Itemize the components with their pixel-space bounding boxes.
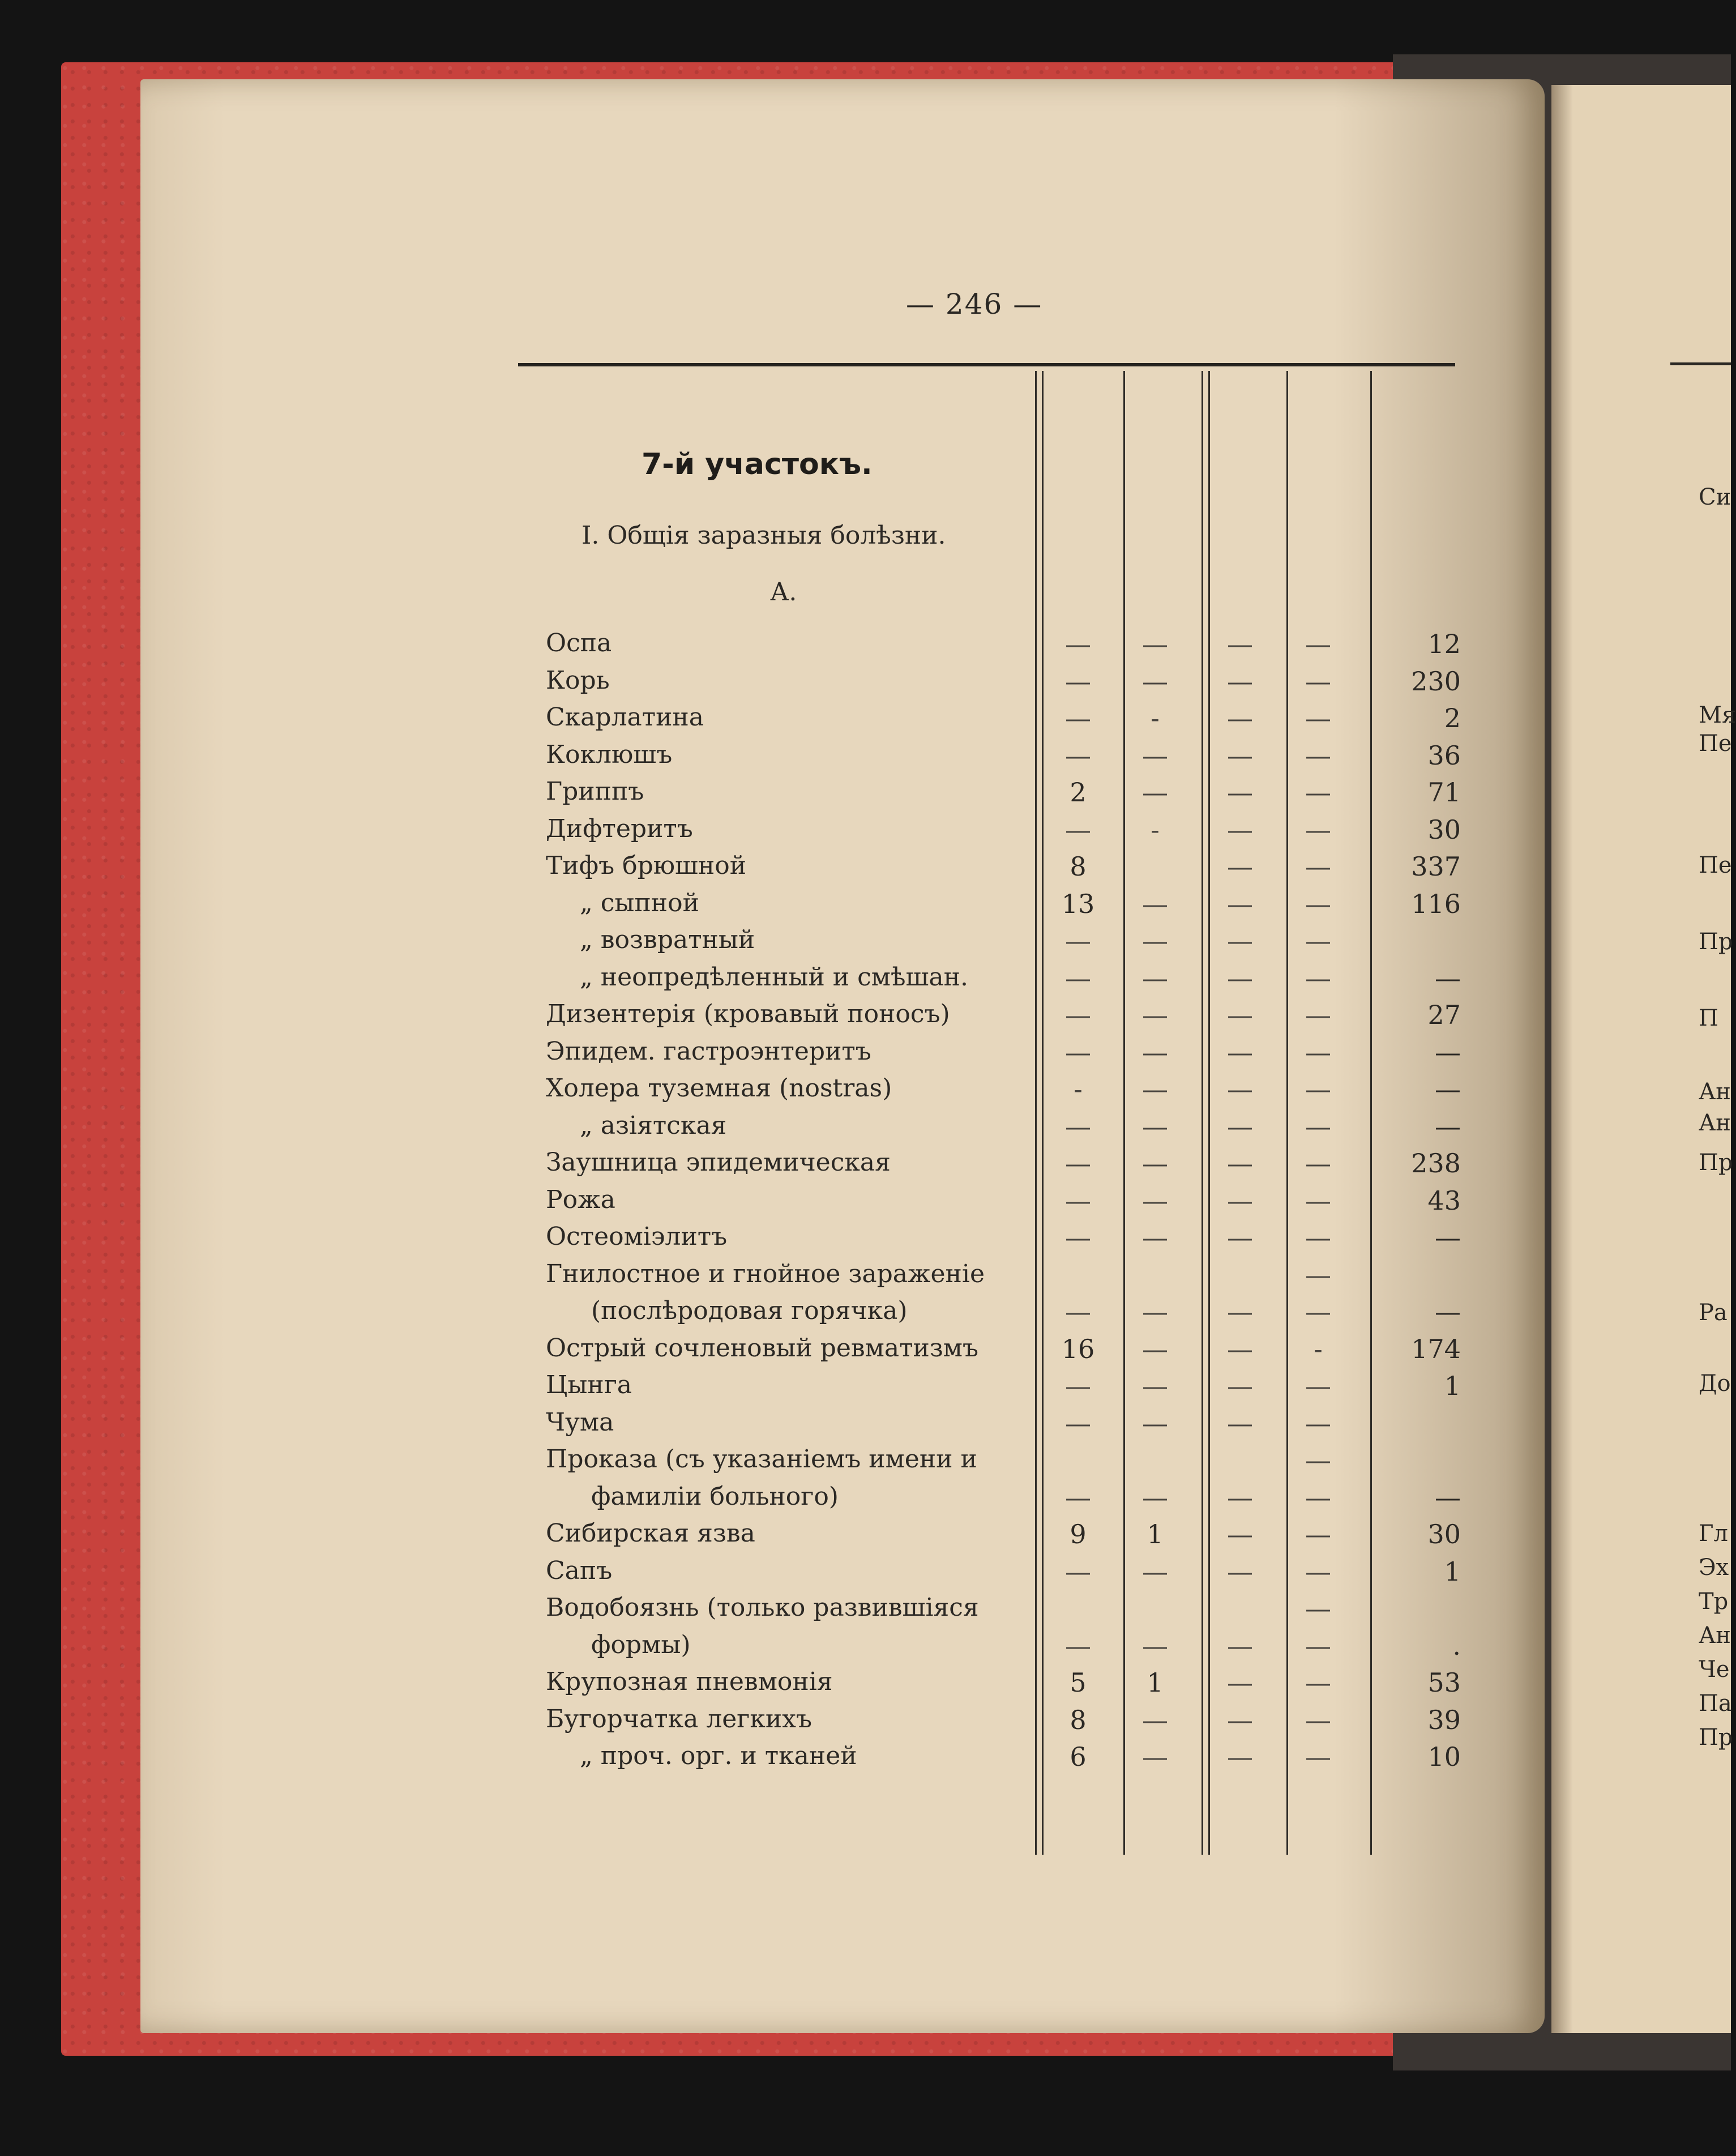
subsection-heading: А.	[770, 578, 797, 607]
row-label: Скарлатина	[546, 703, 704, 732]
cell-c3: —	[1227, 889, 1253, 919]
cell-c2: —	[1142, 889, 1168, 919]
cell-c2: —	[1142, 777, 1168, 808]
row-label: Острый сочленовый ревматизмъ	[546, 1334, 979, 1363]
cell-c4: —	[1305, 1519, 1331, 1549]
cell-c3: —	[1227, 1296, 1253, 1327]
next-page-fragment: Гл	[1699, 1521, 1728, 1547]
cell-c4: —	[1305, 1260, 1331, 1290]
cell-c4: —	[1305, 1630, 1331, 1661]
row-label: „ азiятская	[580, 1111, 727, 1140]
row-label: Сапъ	[546, 1556, 613, 1585]
cell-total: 71	[1427, 777, 1461, 808]
cell-c2: —	[1142, 1741, 1168, 1772]
cell-c2: —	[1142, 963, 1168, 993]
cell-c1: 2	[1070, 777, 1087, 808]
next-page-fragment: Ан	[1699, 1623, 1731, 1649]
cell-total: 230	[1411, 666, 1461, 697]
row-label: Оспа	[546, 629, 612, 658]
cell-c1: —	[1065, 1111, 1091, 1142]
cell-c1: 16	[1061, 1334, 1095, 1364]
cell-total: 1	[1444, 1371, 1461, 1401]
row-label: Коклюшъ	[546, 740, 673, 769]
cell-c3: —	[1227, 703, 1253, 733]
cell-c1: 8	[1070, 851, 1087, 882]
cell-c4: —	[1305, 629, 1331, 659]
page-number: — 246 —	[906, 288, 1043, 321]
cell-c2: —	[1142, 740, 1168, 771]
cell-c4: —	[1305, 740, 1331, 771]
cell-c2: 1	[1147, 1667, 1164, 1698]
cell-c1: -	[1074, 1074, 1083, 1104]
cell-c3: —	[1227, 1371, 1253, 1401]
cell-c3: —	[1227, 925, 1253, 956]
cell-c4: —	[1305, 1000, 1331, 1030]
next-page-fragment: Пр	[1699, 1150, 1733, 1176]
cell-c1: —	[1065, 1371, 1091, 1401]
cell-c1: 8	[1070, 1705, 1087, 1735]
cell-c4: —	[1305, 1037, 1331, 1068]
cell-total: —	[1435, 1037, 1461, 1068]
cell-c3: —	[1227, 666, 1253, 697]
row-label: Рожа	[546, 1185, 615, 1214]
cell-c4: —	[1305, 1445, 1331, 1475]
cell-c3: —	[1227, 814, 1253, 845]
cell-c1: —	[1065, 629, 1091, 659]
cell-c4: —	[1305, 1556, 1331, 1587]
cell-c4: —	[1305, 1185, 1331, 1216]
row-label: „ неопредѣленный и смѣшан.	[580, 963, 968, 992]
cell-c1: —	[1065, 1408, 1091, 1438]
cell-c3: —	[1227, 1630, 1253, 1661]
cell-c1: —	[1065, 1037, 1091, 1068]
cell-c3: —	[1227, 1185, 1253, 1216]
cell-total: —	[1435, 1296, 1461, 1327]
cell-c3: —	[1227, 740, 1253, 771]
cell-total: 10	[1427, 1741, 1461, 1772]
cell-c4: —	[1305, 1741, 1331, 1772]
cell-c1: 6	[1070, 1741, 1087, 1772]
cell-total: 174	[1411, 1334, 1461, 1364]
cell-total: .	[1452, 1630, 1461, 1661]
cell-c1: —	[1065, 1000, 1091, 1030]
cell-c3: —	[1227, 1667, 1253, 1698]
cell-c1: —	[1065, 1222, 1091, 1253]
cell-c3: —	[1227, 1482, 1253, 1513]
cell-total: 1	[1444, 1556, 1461, 1587]
next-page-fragment: Си	[1699, 484, 1731, 510]
row-label: Остеомiэлитъ	[546, 1222, 728, 1251]
next-page-fragment: Ан	[1699, 1079, 1731, 1105]
cell-c4: —	[1305, 703, 1331, 733]
cell-total: —	[1435, 1222, 1461, 1253]
row-label: фамилiи больного)	[591, 1482, 839, 1511]
cell-c4: —	[1305, 1371, 1331, 1401]
cell-c3: —	[1227, 963, 1253, 993]
next-page-fragment: Тр	[1699, 1589, 1729, 1615]
cell-c1: —	[1065, 1482, 1091, 1513]
cell-total: 30	[1427, 1519, 1461, 1549]
cell-total: 2	[1444, 703, 1461, 733]
cell-c1: —	[1065, 925, 1091, 956]
cell-c2: —	[1142, 629, 1168, 659]
cell-total: —	[1435, 1111, 1461, 1142]
cell-c1: —	[1065, 1630, 1091, 1661]
cell-c2: —	[1142, 1222, 1168, 1253]
cell-c3: —	[1227, 777, 1253, 808]
row-label: Водобоязнь (только развившiяся	[546, 1593, 979, 1622]
cell-c4: -	[1314, 1334, 1323, 1364]
cell-total: 36	[1427, 740, 1461, 771]
row-label: Проказа (съ указанiемъ имени и	[546, 1445, 977, 1474]
cell-c4: —	[1305, 666, 1331, 697]
next-page-fragment: Мя	[1699, 702, 1736, 728]
next-page-fragment: Пр	[1699, 929, 1733, 955]
row-label: Гнилостное и гнойное зараженiе	[546, 1260, 985, 1288]
cell-c4: —	[1305, 1296, 1331, 1327]
district-title: 7-й участокъ.	[642, 447, 873, 481]
cell-c1: —	[1065, 740, 1091, 771]
cell-c2: —	[1142, 1482, 1168, 1513]
column-divider	[1035, 371, 1037, 1855]
next-page-fragment: Па	[1699, 1690, 1732, 1717]
cell-c4: —	[1305, 777, 1331, 808]
row-label: Холера туземная (nostras)	[546, 1074, 892, 1103]
cell-c3: —	[1227, 629, 1253, 659]
cell-c3: —	[1227, 1334, 1253, 1364]
row-label: Чума	[546, 1408, 614, 1437]
cell-c2: —	[1142, 1556, 1168, 1587]
cell-c4: —	[1305, 1593, 1331, 1624]
row-label: Заушница эпидемическая	[546, 1148, 891, 1177]
next-page-fragment: До	[1699, 1371, 1731, 1397]
cell-c2: —	[1142, 1074, 1168, 1104]
cell-c3: —	[1227, 1556, 1253, 1587]
row-label: Бугорчатка легкихъ	[546, 1705, 812, 1734]
cell-total: —	[1435, 1482, 1461, 1513]
cell-c4: —	[1305, 1074, 1331, 1104]
cell-c3: —	[1227, 1741, 1253, 1772]
cell-total: 337	[1411, 851, 1461, 882]
cell-c3: —	[1227, 1222, 1253, 1253]
next-page-fragment: Пе	[1699, 852, 1732, 878]
cell-c3: —	[1227, 1148, 1253, 1179]
cell-c4: —	[1305, 1148, 1331, 1179]
cell-c2: 1	[1147, 1519, 1164, 1549]
cell-total: 116	[1411, 889, 1461, 919]
cell-c3: —	[1227, 1705, 1253, 1735]
cell-c1: —	[1065, 1185, 1091, 1216]
row-label: Дизентерiя (кровавый поносъ)	[546, 1000, 950, 1028]
cell-c2: —	[1142, 1334, 1168, 1364]
cell-c2: -	[1151, 703, 1160, 733]
row-label: Корь	[546, 666, 610, 695]
cell-c2: —	[1142, 1705, 1168, 1735]
row-label: (послѣродовая горячка)	[591, 1296, 908, 1325]
row-label: Цынга	[546, 1371, 632, 1399]
cell-total: —	[1435, 963, 1461, 993]
cell-c4: —	[1305, 1111, 1331, 1142]
cell-c1: 9	[1070, 1519, 1087, 1549]
cell-c2: —	[1142, 925, 1168, 956]
cell-c4: —	[1305, 925, 1331, 956]
cell-c2: —	[1142, 1630, 1168, 1661]
row-label: Сибирская язва	[546, 1519, 755, 1548]
next-page-fragment: П	[1699, 1005, 1718, 1031]
next-page-rule	[1670, 362, 1731, 365]
cell-c4: —	[1305, 1705, 1331, 1735]
cell-c2: —	[1142, 1185, 1168, 1216]
cell-c2: —	[1142, 1371, 1168, 1401]
cell-total: 27	[1427, 1000, 1461, 1030]
cell-c1: 13	[1061, 889, 1095, 919]
next-page-fragment: Че	[1699, 1657, 1730, 1683]
row-label: „ возвратный	[580, 925, 755, 954]
cell-total: 30	[1427, 814, 1461, 845]
cell-c3: —	[1227, 1519, 1253, 1549]
cell-total: —	[1435, 1074, 1461, 1104]
cell-c1: —	[1065, 1296, 1091, 1327]
row-label: Тифъ брюшной	[546, 851, 747, 880]
table-top-rule	[518, 363, 1455, 366]
cell-c4: —	[1305, 1222, 1331, 1253]
cell-c3: —	[1227, 851, 1253, 882]
cell-c1: —	[1065, 814, 1091, 845]
next-page-fragment: Пр	[1699, 1724, 1733, 1751]
row-label: формы)	[591, 1630, 691, 1659]
cell-c4: —	[1305, 1408, 1331, 1438]
cell-total: 43	[1427, 1185, 1461, 1216]
cell-c3: —	[1227, 1111, 1253, 1142]
cell-c4: —	[1305, 1482, 1331, 1513]
cell-c2: —	[1142, 1111, 1168, 1142]
row-label: „ проч. орг. и тканей	[580, 1741, 857, 1770]
cell-c2: —	[1142, 1408, 1168, 1438]
cell-c3: —	[1227, 1037, 1253, 1068]
next-page-fragment: Ра	[1699, 1300, 1728, 1326]
row-label: Гриппъ	[546, 777, 644, 806]
cell-c4: —	[1305, 963, 1331, 993]
cell-c1: —	[1065, 666, 1091, 697]
next-page-fragment: Эх	[1699, 1555, 1729, 1581]
row-label: Эпидем. гастроэнтеритъ	[546, 1037, 871, 1066]
cell-c1: —	[1065, 1556, 1091, 1587]
cell-c4: —	[1305, 814, 1331, 845]
cell-c2: -	[1151, 814, 1160, 845]
cell-total: 238	[1411, 1148, 1461, 1179]
cell-c2: —	[1142, 1037, 1168, 1068]
cell-c1: —	[1065, 703, 1091, 733]
cell-c4: —	[1305, 851, 1331, 882]
next-page-fragment: Ан	[1699, 1110, 1731, 1136]
cell-c1: 5	[1070, 1667, 1087, 1698]
cell-total: 12	[1427, 629, 1461, 659]
cell-c3: —	[1227, 1408, 1253, 1438]
cell-c1: —	[1065, 963, 1091, 993]
next-page-fragment: Пе	[1699, 731, 1732, 757]
cell-c1: —	[1065, 1148, 1091, 1179]
cell-c4: —	[1305, 889, 1331, 919]
row-label: „ сыпной	[580, 889, 699, 917]
row-label: Дифтеритъ	[546, 814, 693, 843]
cell-c3: —	[1227, 1074, 1253, 1104]
cell-c4: —	[1305, 1667, 1331, 1698]
cell-total: 53	[1427, 1667, 1461, 1698]
cell-c2: —	[1142, 1148, 1168, 1179]
cell-c2: —	[1142, 1296, 1168, 1327]
cell-c2: —	[1142, 666, 1168, 697]
cell-c3: —	[1227, 1000, 1253, 1030]
row-label: Крупозная пневмонiя	[546, 1667, 833, 1696]
cell-c2: —	[1142, 1000, 1168, 1030]
cell-total: 39	[1427, 1705, 1461, 1735]
section-heading: I. Общiя заразныя болѣзни.	[581, 521, 946, 550]
